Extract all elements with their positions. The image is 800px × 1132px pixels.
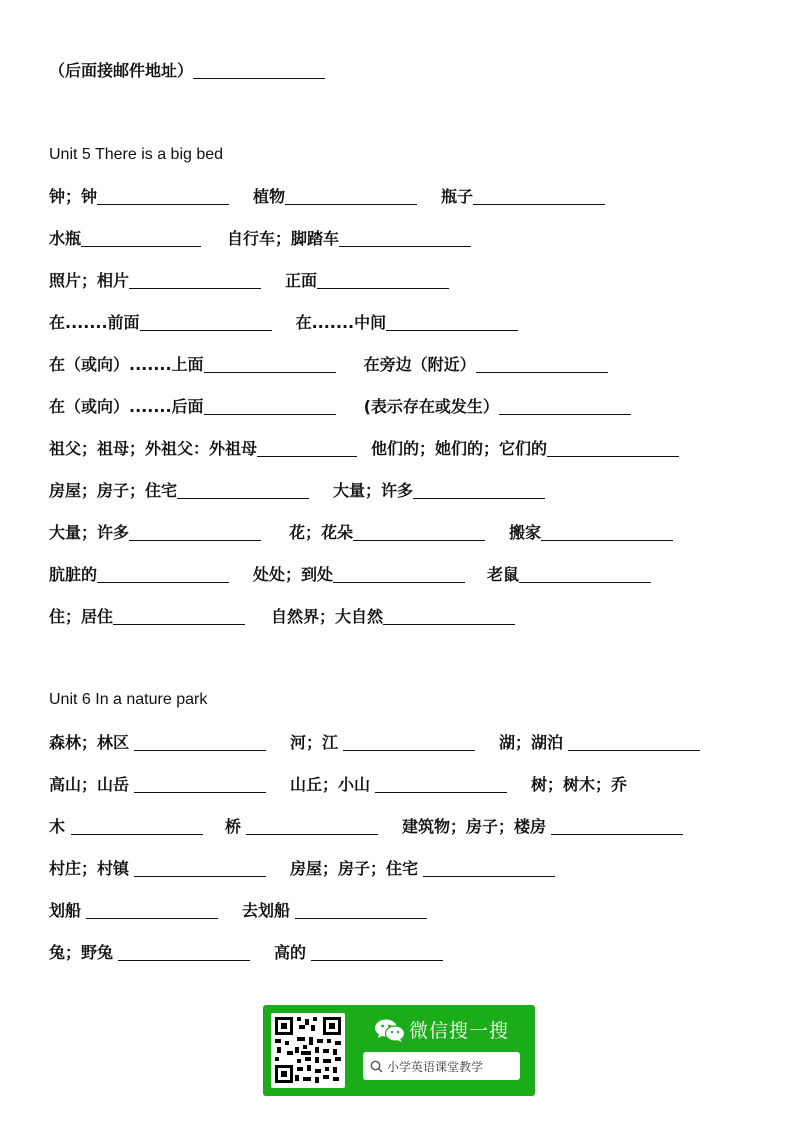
answer-blank[interactable] [499, 413, 631, 415]
unit5-row-4 [49, 312, 518, 334]
answer-blank[interactable] [204, 413, 336, 415]
answer-blank[interactable] [551, 833, 683, 835]
unit5-row-1 [49, 186, 605, 208]
unit5-title: Unit 5 There is a big bed [49, 146, 224, 163]
vocab-prompt: 村庄；村镇 [49, 859, 130, 878]
answer-blank[interactable] [568, 749, 700, 751]
vocab-prompt: 老鼠 [487, 565, 520, 584]
unit6-row-3 [49, 816, 683, 838]
answer-blank[interactable] [193, 77, 325, 79]
unit5-row-2 [49, 228, 471, 250]
vocab-prompt: 钟；钟 [49, 187, 98, 206]
answer-blank[interactable] [257, 455, 357, 457]
answer-blank[interactable] [339, 245, 471, 247]
unit5-row-10 [49, 564, 651, 586]
answer-blank[interactable] [519, 581, 651, 583]
answer-blank[interactable] [333, 581, 465, 583]
vocab-prompt: 在.......前面 [49, 313, 140, 332]
wechat-search-box[interactable] [363, 1052, 520, 1080]
answer-blank[interactable] [383, 623, 515, 625]
unit5-row-5 [49, 354, 608, 376]
vocab-prompt: 肮脏的 [49, 565, 98, 584]
search-icon [370, 1060, 383, 1073]
vocab-prompt: 正面 [285, 271, 318, 290]
vocab-prompt: 他们的；她们的；它们的 [371, 439, 548, 458]
vocab-prompt: 大量；许多 [49, 523, 130, 542]
answer-blank[interactable] [134, 749, 266, 751]
answer-blank[interactable] [476, 371, 608, 373]
vocab-prompt: 祖父；祖母；外祖父：外祖母 [49, 439, 258, 458]
vocab-prompt: 在（或向）.......上面 [49, 355, 204, 374]
vocab-prompt: 兔；野兔 [49, 943, 114, 962]
vocab-prompt: 在（或向）.......后面 [49, 397, 204, 416]
unit5-row-6 [49, 396, 631, 418]
vocab-prompt: 在旁边（附近） [363, 355, 476, 374]
unit5-row-11 [49, 606, 515, 628]
vocab-prompt: 高山；山岳 [49, 775, 130, 794]
vocab-prompt: 划船 [49, 901, 82, 920]
answer-blank[interactable] [129, 539, 261, 541]
answer-blank[interactable] [413, 497, 545, 499]
wechat-search-title: 微信搜一搜 [409, 1020, 510, 1042]
vocab-prompt: 树；树木；乔 [531, 775, 628, 794]
vocab-prompt: 房屋；房子；住宅 [49, 481, 178, 500]
answer-blank[interactable] [353, 539, 485, 541]
vocab-prompt: 自行车；脚踏车 [227, 229, 340, 248]
vocab-prompt: 湖；湖泊 [499, 733, 564, 752]
qr-code[interactable] [271, 1013, 345, 1088]
answer-blank[interactable] [423, 875, 555, 877]
unit6-row-1 [49, 732, 700, 754]
answer-blank[interactable] [97, 203, 229, 205]
answer-blank[interactable] [134, 875, 266, 877]
vocab-prompt: 山丘；小山 [290, 775, 371, 794]
answer-blank[interactable] [140, 329, 272, 331]
answer-blank[interactable] [118, 959, 250, 961]
answer-blank[interactable] [204, 371, 336, 373]
unit5-row-3 [49, 270, 449, 292]
vocab-prompt: 在.......中间 [295, 313, 387, 332]
answer-blank[interactable] [285, 203, 417, 205]
email-label: （后面接邮件地址） [49, 61, 194, 80]
unit5-row-8 [49, 480, 545, 502]
unit6-title: Unit 6 In a nature park [49, 691, 208, 708]
answer-blank[interactable] [386, 329, 518, 331]
vocab-prompt: 自然界；大自然 [271, 607, 384, 626]
answer-blank[interactable] [71, 833, 203, 835]
answer-blank[interactable] [97, 581, 229, 583]
wechat-logo-icon [375, 1019, 405, 1043]
vocab-prompt: 处处；到处 [253, 565, 334, 584]
answer-blank[interactable] [343, 749, 475, 751]
answer-blank[interactable] [295, 917, 427, 919]
unit6-row-6 [49, 942, 443, 964]
unit6-row-4 [49, 858, 555, 880]
answer-blank[interactable] [129, 287, 261, 289]
vocab-prompt: 高的 [274, 943, 307, 962]
answer-blank[interactable] [375, 791, 507, 793]
vocab-prompt: 建筑物；房子；楼房 [402, 817, 547, 836]
vocab-prompt: 去划船 [242, 901, 291, 920]
vocab-prompt: 大量；许多 [333, 481, 414, 500]
vocab-prompt: 植物 [253, 187, 286, 206]
answer-blank[interactable] [113, 623, 245, 625]
unit5-row-9 [49, 522, 673, 544]
vocab-prompt: 住；居住 [49, 607, 114, 626]
vocab-prompt: 水瓶 [49, 229, 82, 248]
qr-code-icon [275, 1017, 341, 1083]
email-address-line [49, 60, 325, 82]
vocab-prompt: 木 [49, 817, 66, 836]
unit6-row-5 [49, 900, 427, 922]
vocab-prompt: 森林；林区 [49, 733, 130, 752]
vocab-prompt: (表示存在或发生） [363, 397, 499, 416]
wechat-search-card[interactable] [263, 1005, 535, 1096]
vocab-prompt: 搬家 [509, 523, 542, 542]
unit5-row-7 [49, 438, 679, 460]
answer-blank[interactable] [317, 287, 449, 289]
vocab-prompt: 河；江 [290, 733, 339, 752]
unit6-row-2 [49, 774, 627, 796]
answer-blank[interactable] [134, 791, 266, 793]
vocab-prompt: 瓶子 [441, 187, 474, 206]
vocab-prompt: 照片；相片 [49, 271, 130, 290]
answer-blank[interactable] [547, 455, 679, 457]
vocab-prompt: 桥 [225, 817, 242, 836]
vocab-prompt: 房屋；房子；住宅 [290, 859, 419, 878]
answer-blank[interactable] [81, 245, 201, 247]
vocab-prompt: 花；花朵 [289, 523, 354, 542]
answer-blank[interactable] [86, 917, 218, 919]
answer-blank[interactable] [541, 539, 673, 541]
wechat-search-text: 小学英语课堂教学 [387, 1059, 484, 1074]
answer-blank[interactable] [177, 497, 309, 499]
answer-blank[interactable] [311, 959, 443, 961]
answer-blank[interactable] [246, 833, 378, 835]
answer-blank[interactable] [473, 203, 605, 205]
